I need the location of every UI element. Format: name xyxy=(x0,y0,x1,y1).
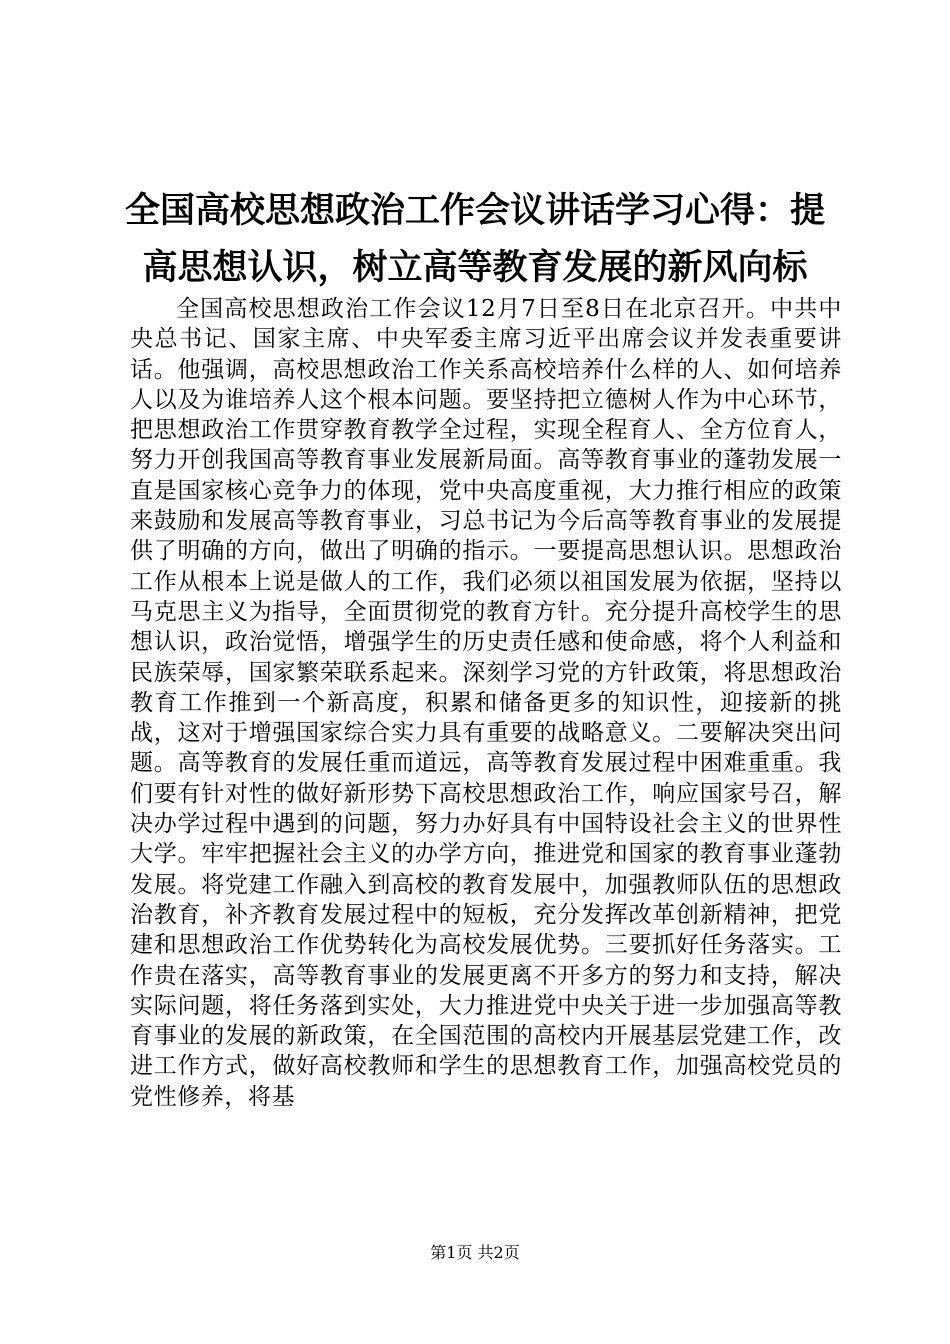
document-title: 全国高校思想政治工作会议讲话学习心得：提高思想认识，树立高等教育发展的新风向标 xyxy=(124,190,825,288)
document-body-paragraph: 全国高校思想政治工作会议12月7日至8日在北京召开。中共中央总书记、国家主席、中央军委主席习近平出席会议并发表重要讲话。他强调，高校思想政治工作关系高校培养什么样的人、如何培养人以及为谁培养人这个根本问题。要坚持把立德树人作为中心环节，把思想政治工作贯穿教育教学全过程，实现全程育人、全方位育人，努力开创我国高等教育事业发展新局面。高等教育事业的蓬勃发展一直是国家核心竞争力的体现，党中央高度重视，大力推行相应的政策来鼓励和发展高等教育事业，习总书记为今后高等教育事业的发展提供了明确的方向，做出了明确的指示。一要提高思想认识。思想政治工作从根本上说是做人的工作，我们必须以祖国发展为依据，坚持以马克思主义为指导，全面贯彻党的教育方针。充分提升高校学生的思想认识，政治觉悟，增强学生的历史责任感和使命感，将个人利益和民族荣辱，国家繁荣联系起来。深刻学习党的方针政策，将思想政治教育工作推到一个新高度，积累和储备更多的知识性，迎接新的挑战，这对于增强国家综合实力具有重要的战略意义。二要解决突出问题。高等教育的发展任重而道远，高等教育发展过程中困难重重。我们要有针对性的做好新形势下高校思想政治工作，响应国家号召，解决办学过程中遇到的问题，努力办好具有中国特设社会主义的世界性大学。牢牢把握社会主义的办学方向，推进党和国家的教育事业蓬勃发展。将党建工作融入到高校的教育发展中，加强教师队伍的思想政治教育，补齐教育发展过程中的短板，充分发挥改革创新精神，把党建和思想政治工作优势转化为高校发展优势。三要抓好任务落实。工作贵在落实，高等教育事业的发展更离不开多方的努力和支持，解决实际问题，将任务落到实处，大力推进党中央关于进一步加强高等教育事业的发展的新政策，在全国范围的高校内开展基层党建工作，改进工作方式，做好高校教师和学生的思想教育工作，加强高校党员的党性修养，将基 xyxy=(130,296,842,1110)
page-number: 第1页 共2页 xyxy=(430,1243,520,1262)
